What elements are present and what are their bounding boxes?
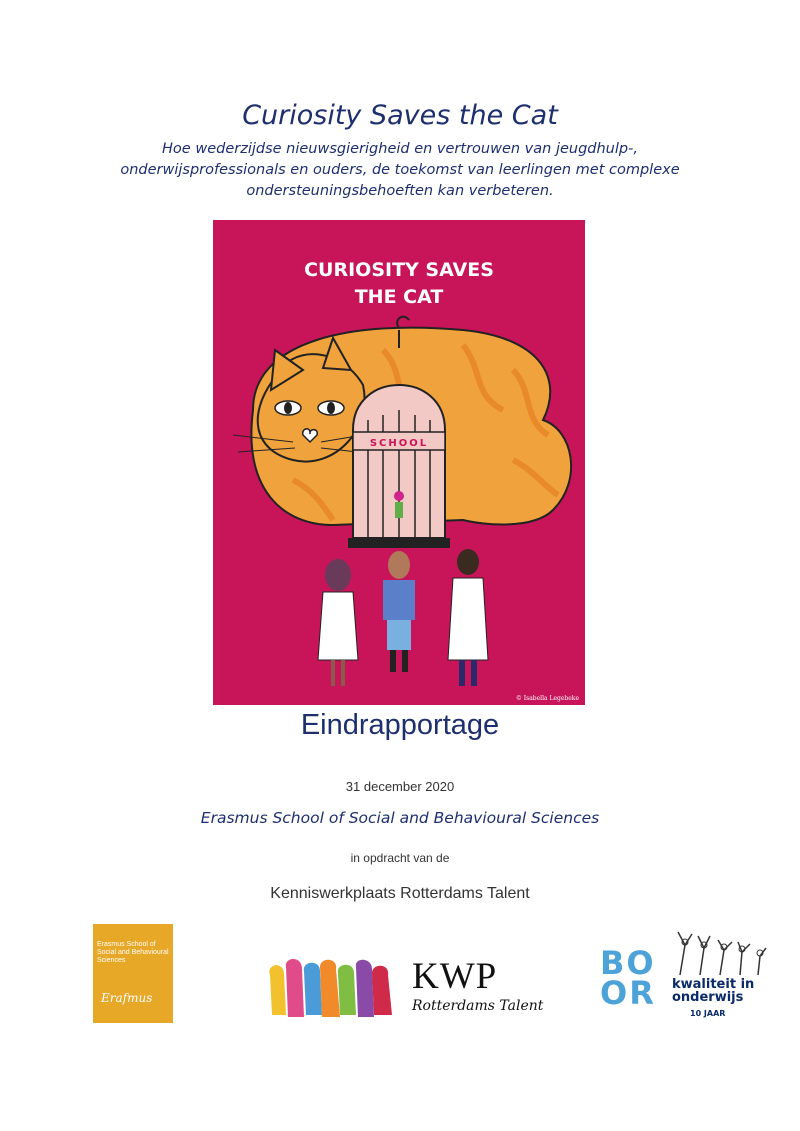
cage-label: SCHOOL (369, 438, 429, 449)
child-figure-icon (394, 491, 404, 501)
kwp-logo (262, 955, 562, 1025)
erasmus-signature: Erafmus (101, 991, 153, 1005)
boor-letters-line2: OR (600, 974, 656, 1012)
boor-letters (600, 944, 656, 1012)
boor-tagline-line1: kwaliteit in (672, 977, 755, 992)
boor-anniversary: 10 JAAR (690, 1009, 726, 1018)
commission-text: in opdracht van de (350, 851, 450, 865)
erasmus-logo-text: Erasmus School of Social and Behavioural Sciences (97, 941, 169, 964)
kwp-figures-icon (262, 955, 402, 1025)
school-name: Erasmus School of Social and Behavioural Sciences (200, 809, 600, 827)
client-name: Kenniswerkplaats Rotterdams Talent (270, 885, 530, 902)
subtitle-line: Hoe wederzijdse nieuwsgierigheid en vertrouwen van jeugdhulp-, (162, 141, 638, 157)
kwp-name: KWP (412, 956, 498, 997)
cover-heading-line2: THE CAT (354, 286, 444, 308)
report-date: 31 december 2020 (345, 779, 455, 794)
boor-letters-line1: BO (600, 944, 656, 982)
document-subtitle (120, 139, 680, 202)
report-type: Eindrapportage (300, 709, 500, 741)
boor-tagline (672, 978, 754, 1004)
subtitle-line: onderwijsprofessionals en ouders, de toekomst van leerlingen met complexe (120, 162, 680, 178)
boor-tagline-line2: onderwijs (672, 990, 744, 1005)
boor-logo (600, 930, 770, 1030)
subtitle-line: ondersteuningsbehoeften kan verbeteren. (246, 183, 554, 199)
erasmus-logo (93, 924, 173, 1023)
document-title: Curiosity Saves the Cat (242, 100, 558, 131)
cover-credit: © Isabella Legebeke (515, 695, 579, 702)
cover-illustration (213, 220, 585, 705)
kwp-tagline: Rotterdams Talent (412, 998, 544, 1014)
people-group-icon (318, 549, 488, 686)
cover-heading-line1: CURIOSITY SAVES (304, 259, 494, 281)
